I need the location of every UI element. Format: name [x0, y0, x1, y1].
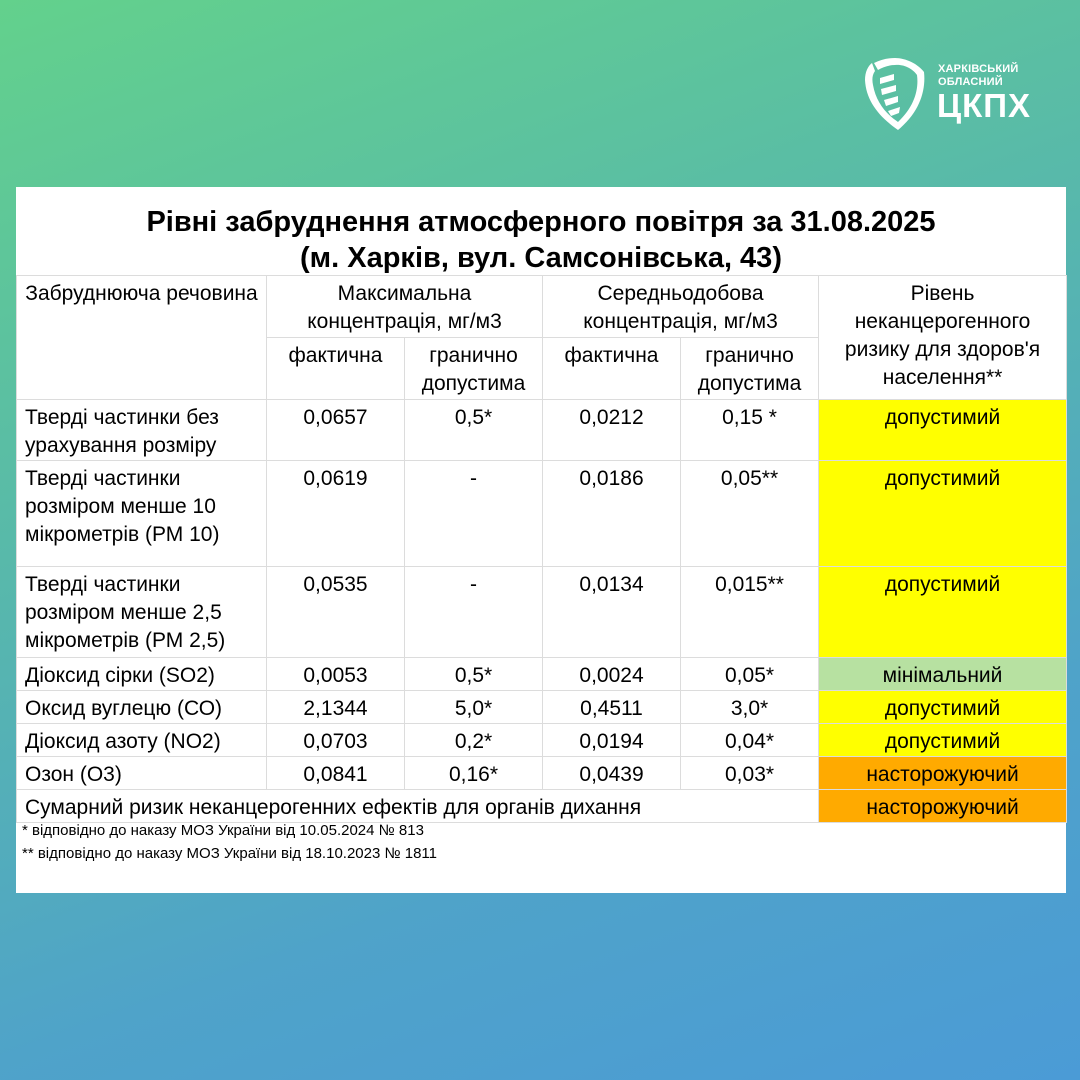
row-max-actual: 0,0535 [267, 567, 405, 658]
row-max-limit: 0,16* [405, 757, 543, 790]
row-max-limit: 0,5* [405, 400, 543, 461]
logo [860, 54, 1040, 134]
row-avg-limit: 0,03* [681, 757, 819, 790]
row-substance: Діоксид азоту (NO2) [17, 724, 267, 757]
row-max-limit: - [405, 461, 543, 567]
row-avg-limit: 0,015** [681, 567, 819, 658]
footnote-1: * відповідно до наказу МОЗ України від 10.05.2024 № 813 [22, 822, 424, 839]
row-substance: Тверді частинки без урахування розміру [17, 400, 267, 461]
row-risk: допустимий [819, 567, 1067, 658]
subheader-avg-actual: фактична [543, 338, 681, 400]
report-card [16, 187, 1066, 893]
row-substance: Озон (О3) [17, 757, 267, 790]
row-avg-limit: 0,15 * [681, 400, 819, 461]
logo-main-text: ЦКПХ [937, 87, 1031, 124]
row-avg-limit: 0,05** [681, 461, 819, 567]
logo-text-line2: ОБЛАСНИЙ [938, 76, 1003, 88]
row-risk: мінімальний [819, 658, 1067, 691]
row-substance: Діоксид сірки (SO2) [17, 658, 267, 691]
page-title [16, 204, 1066, 276]
header-risk-level: Рівень неканцерогенного ризику для здоров'я населення** [819, 276, 1067, 400]
row-risk: допустимий [819, 724, 1067, 757]
row-max-actual: 0,0619 [267, 461, 405, 567]
table-row [17, 461, 1067, 567]
table-row [17, 567, 1067, 658]
subheader-avg-limit: гранично допустима [681, 338, 819, 400]
shield-logo-icon [860, 54, 930, 134]
footnote-2: ** відповідно до наказу МОЗ України від 18.10.2023 № 1811 [22, 845, 438, 862]
summary-label: Сумарний ризик неканцерогенних ефектів для органів дихання [17, 790, 819, 823]
subheader-max-limit: гранично допустима [405, 338, 543, 400]
header-max-concentration: Максимальна концентрація, мг/м3 [267, 276, 543, 338]
table-row [17, 400, 1067, 461]
row-max-limit: - [405, 567, 543, 658]
row-risk: допустимий [819, 461, 1067, 567]
row-avg-actual: 0,0212 [543, 400, 681, 461]
header-avg-concentration: Середньодобова концентрація, мг/м3 [543, 276, 819, 338]
row-avg-actual: 0,4511 [543, 691, 681, 724]
row-avg-limit: 3,0* [681, 691, 819, 724]
row-max-actual: 2,1344 [267, 691, 405, 724]
pollution-table [16, 275, 1067, 823]
row-risk: допустимий [819, 691, 1067, 724]
row-avg-actual: 0,0134 [543, 567, 681, 658]
row-max-actual: 0,0053 [267, 658, 405, 691]
summary-row [17, 790, 1067, 823]
row-max-actual: 0,0657 [267, 400, 405, 461]
row-avg-limit: 0,05* [681, 658, 819, 691]
row-max-limit: 0,5* [405, 658, 543, 691]
row-risk: насторожуючий [819, 757, 1067, 790]
summary-risk: насторожуючий [819, 790, 1067, 823]
row-substance: Оксид вуглецю (СО) [17, 691, 267, 724]
row-risk: допустимий [819, 400, 1067, 461]
table-row [17, 757, 1067, 790]
table-row [17, 724, 1067, 757]
row-avg-limit: 0,04* [681, 724, 819, 757]
row-max-actual: 0,0703 [267, 724, 405, 757]
header-row [17, 276, 1067, 338]
table-row [17, 691, 1067, 724]
row-substance: Тверді частинки розміром менше 2,5 мікрометрів (РМ 2,5) [17, 567, 267, 658]
title-line-2: (м. Харків, вул. Самсонівська, 43) [300, 242, 782, 274]
row-avg-actual: 0,0186 [543, 461, 681, 567]
row-max-limit: 0,2* [405, 724, 543, 757]
header-substance: Забруднююча речовина [17, 276, 267, 400]
row-max-limit: 5,0* [405, 691, 543, 724]
title-line-1: Рівні забруднення атмосферного повітря за 31.08.2025 [146, 206, 936, 238]
row-avg-actual: 0,0024 [543, 658, 681, 691]
logo-text-line1: ХАРКІВСЬКИЙ [938, 63, 1019, 75]
row-substance: Тверді частинки розміром менше 10 мікрометрів (РМ 10) [17, 461, 267, 567]
subheader-max-actual: фактична [267, 338, 405, 400]
table-row [17, 658, 1067, 691]
row-avg-actual: 0,0194 [543, 724, 681, 757]
row-max-actual: 0,0841 [267, 757, 405, 790]
row-avg-actual: 0,0439 [543, 757, 681, 790]
